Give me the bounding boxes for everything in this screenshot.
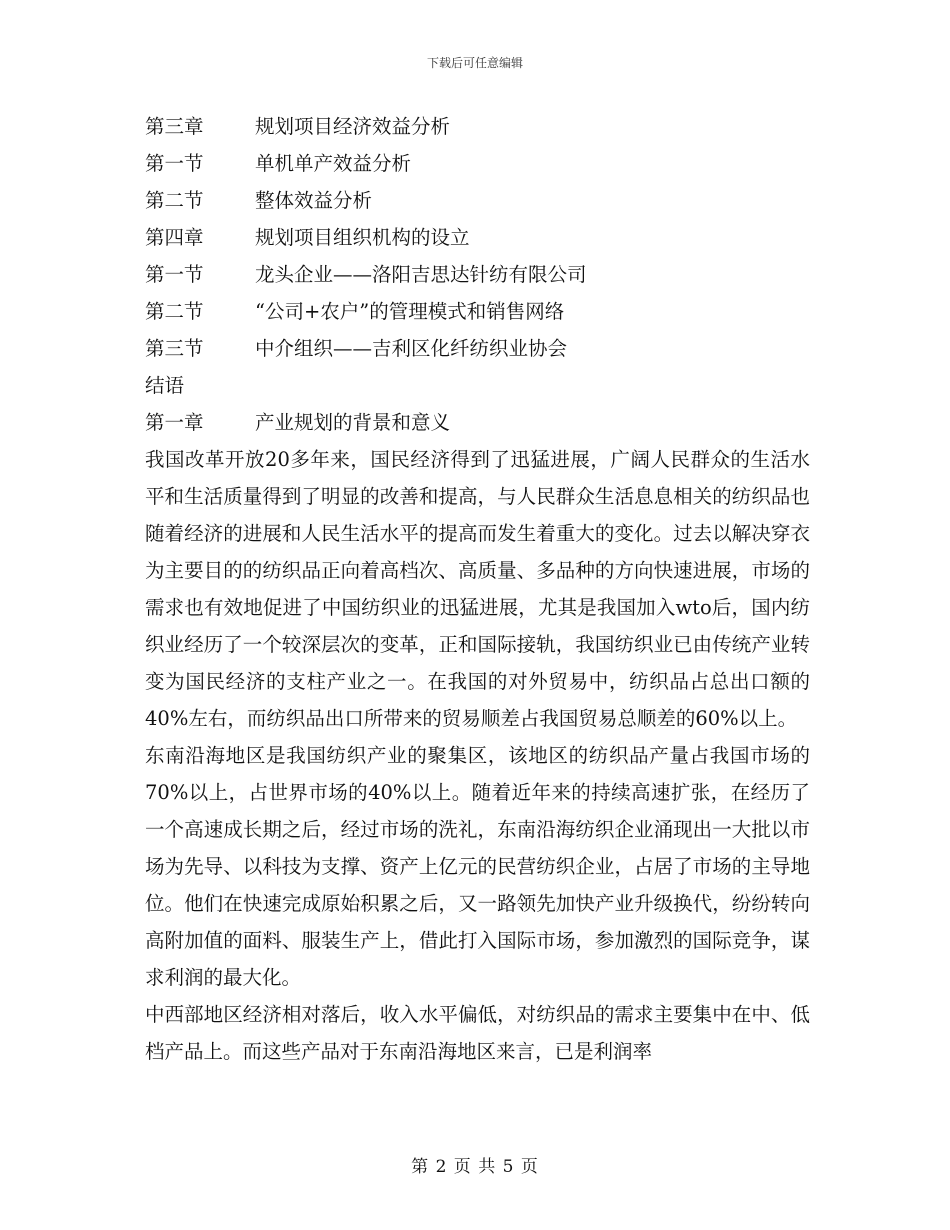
toc-row (145, 108, 810, 145)
toc-label: 第一章 (145, 411, 204, 434)
toc-title: 单机单产效益分析 (255, 152, 412, 175)
chapter-heading (145, 404, 810, 441)
toc-title: 中介组织——吉利区化纤纺织业协会 (255, 337, 568, 360)
toc-label: 第二节 (145, 300, 204, 323)
toc-title: 规划项目经济效益分析 (255, 115, 451, 138)
toc-label: 第三节 (145, 337, 204, 360)
body-paragraph: 中西部地区经济相对落后，收入水平偏低，对纺织品的需求主要集中在中、低档产品上。而这些产品对于东南沿海地区来言，已是利润率 (145, 1003, 810, 1063)
toc-label: 第二节 (145, 189, 204, 212)
toc-row (145, 219, 810, 256)
toc-row (145, 293, 810, 330)
toc-row (145, 145, 810, 182)
toc-row (145, 367, 810, 404)
toc-label: 第一节 (145, 152, 204, 175)
document-body (145, 108, 810, 1070)
toc-row (145, 182, 810, 219)
toc-title: 规划项目组织机构的设立 (255, 226, 470, 249)
page-footer: 第 2 页 共 5 页 (411, 1157, 539, 1177)
toc-row (145, 330, 810, 367)
page-header: 下载后可任意编辑 (426, 56, 523, 70)
toc-label: 结语 (145, 374, 185, 397)
toc-row (145, 256, 810, 293)
toc-title: 产业规划的背景和意义 (255, 411, 451, 434)
toc-label: 第三章 (145, 115, 204, 138)
body-paragraph: 我国改革开放20多年来，国民经济得到了迅猛进展，广阔人民群众的生活水平和生活质量得到了明显的改善和提高，与人民群众生活息息相关的纺织品也随着经济的进展和人民生活水平的提高而发生着重大的变化。过去以解决穿衣为主要目的的纺织品正向着高档次、高质量、多品种的方向快速进展，市场的需求也有效地促进了中国纺织业的迅猛进展，尤其是我国加入wto后，国内纺织业经历了一个较深层次的变革，正和国际接轨，我国纺织业已由传统产业转变为国民经济的支柱产业之一。在我国的对外贸易中，纺织品占总出口额的40%左右，而纺织品出口所带来的贸易顺差占我国贸易总顺差的60%以上。 (145, 448, 810, 730)
toc-title: 整体效益分析 (255, 189, 373, 212)
toc-title: 龙头企业——洛阳吉思达针纺有限公司 (255, 263, 587, 286)
table-of-contents (145, 108, 810, 441)
toc-label: 第一节 (145, 263, 204, 286)
toc-title: “公司+农户”的管理模式和销售网络 (255, 300, 565, 323)
body-paragraph: 东南沿海地区是我国纺织产业的聚集区，该地区的纺织品产量占我国市场的70%以上，占世界市场的40%以上。随着近年来的持续高速扩张，在经历了一个高速成长期之后，经过市场的洗礼，东南沿海纺织企业涌现出一大批以市场为先导、以科技为支撑、资产上亿元的民营纺织企业，占居了市场的主导地位。他们在快速完成原始积累之后，又一路领先加快产业升级换代，纷纷转向高附加值的面料、服装生产上，借此打入国际市场，参加激烈的国际竞争，谋求利润的最大化。 (145, 744, 810, 989)
toc-label: 第四章 (145, 226, 204, 249)
